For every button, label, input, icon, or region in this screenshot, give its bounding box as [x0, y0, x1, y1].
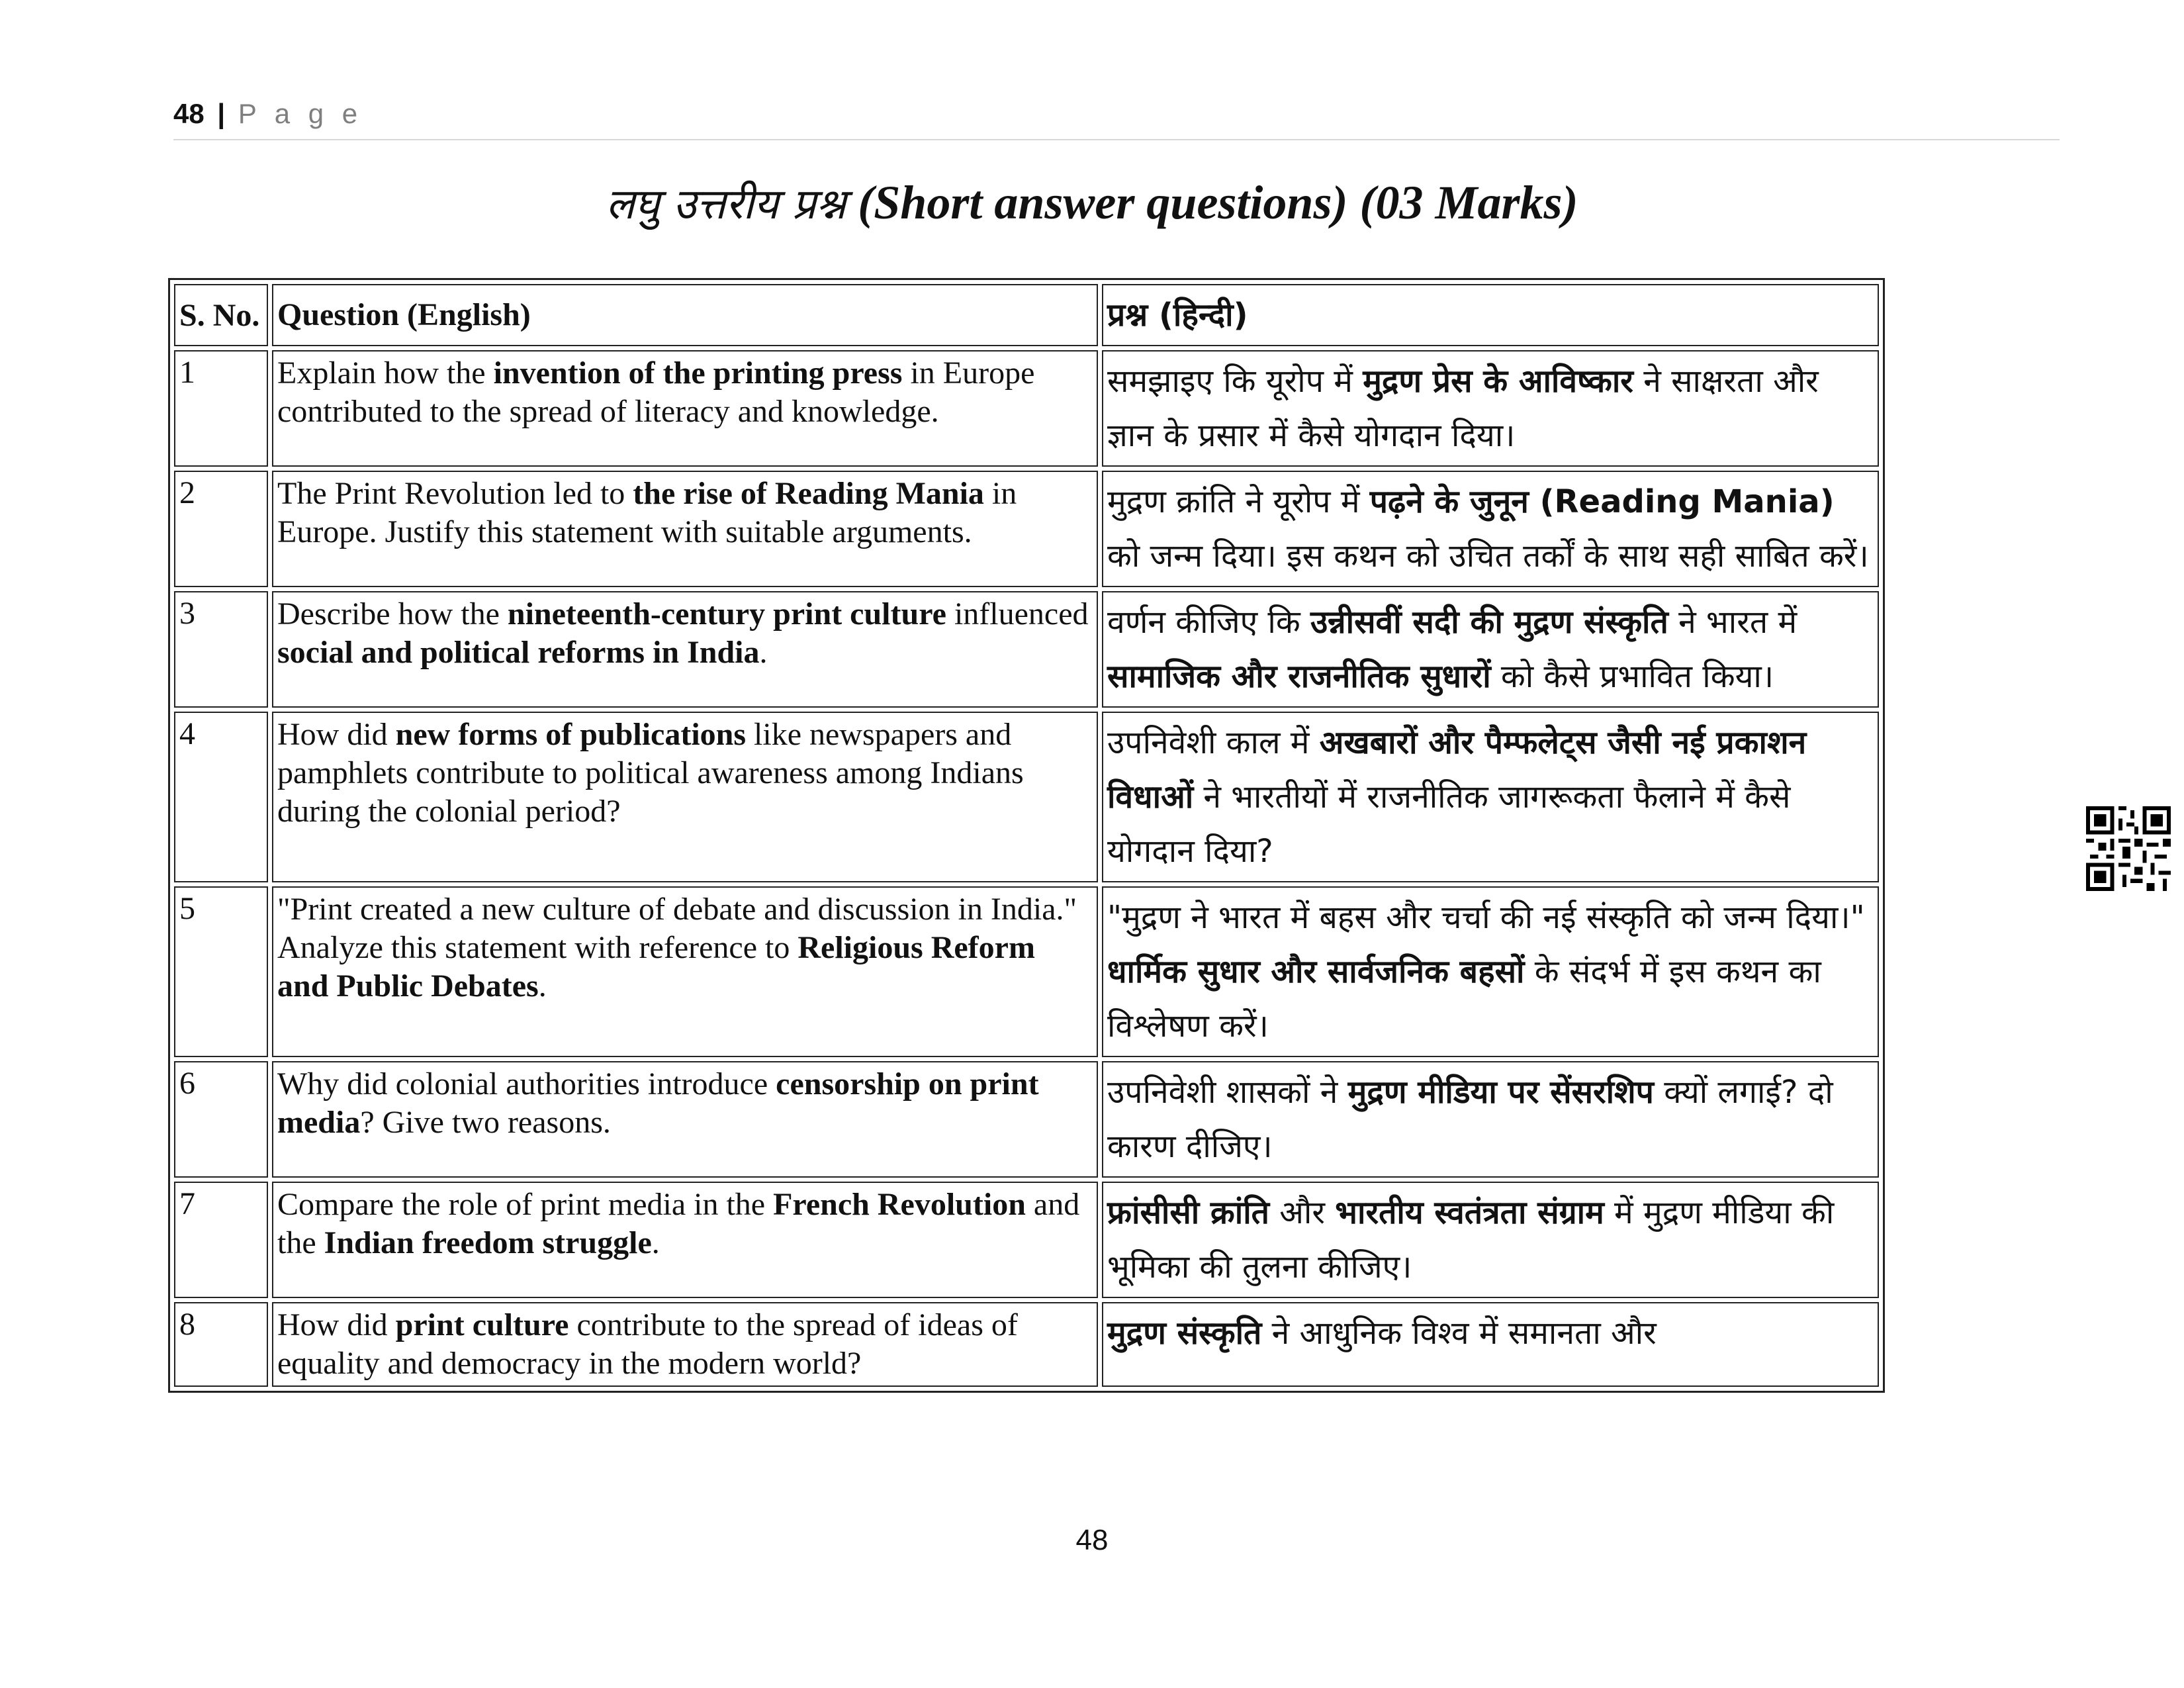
question-hindi: [1102, 350, 1879, 467]
text-segment: influenced: [946, 596, 1089, 632]
question-english: [272, 712, 1098, 882]
bold-phrase: censorship on print media: [277, 1066, 1039, 1140]
table-row: [174, 350, 1879, 467]
question-hindi: [1102, 471, 1879, 587]
bold-phrase: मुद्रण मीडिया पर सेंसरशिप: [1347, 1074, 1654, 1111]
bold-phrase: French Revolution: [773, 1187, 1026, 1222]
row-serial-number: 6: [174, 1061, 268, 1178]
table-row: [174, 591, 1879, 708]
table-row: [174, 886, 1879, 1057]
page-title: [0, 173, 2184, 231]
text-segment: "Print created a new culture of debate and discussion in India." Analyze this statement with reference to: [277, 892, 1077, 965]
bold-phrase: invention of the printing press: [493, 355, 903, 391]
bold-phrase: उन्नीसवीं सदी की मुद्रण संस्कृति: [1310, 604, 1668, 641]
header-separator: |: [217, 98, 226, 129]
bold-phrase: Indian freedom struggle: [324, 1225, 652, 1260]
table-header-row: [174, 284, 1879, 346]
row-serial-number: 5: [174, 886, 268, 1057]
bold-phrase: सामाजिक और राजनीतिक सुधारों: [1107, 658, 1491, 695]
bold-phrase: Religious Reform and Public Debates: [277, 930, 1035, 1004]
title-english: (Short answer questions) (03 Marks): [858, 176, 1578, 229]
bold-phrase: मुद्रण प्रेस के आविष्कार: [1363, 363, 1633, 400]
question-english: [272, 350, 1098, 467]
table-row: [174, 712, 1879, 882]
page-header: [173, 98, 2060, 140]
row-serial-number: 3: [174, 591, 268, 708]
text-segment: उपनिवेशी शासकों ने: [1107, 1074, 1348, 1111]
header-english: Question (English): [272, 284, 1098, 346]
text-segment: How did: [277, 717, 396, 752]
bold-phrase: social and political reforms in India: [277, 635, 760, 670]
text-segment: के संदर्भ में इस कथन का विश्लेषण करें।: [1107, 953, 1821, 1045]
bold-phrase: फ्रांसीसी क्रांति: [1107, 1194, 1269, 1231]
text-segment: Explain how the: [277, 355, 494, 391]
text-segment: Describe how the: [277, 596, 508, 632]
questions-table: [168, 278, 1885, 1393]
question-english: [272, 591, 1098, 708]
title-hindi: लघु उत्तरीय प्रश्न: [606, 180, 846, 229]
text-segment: को जन्म दिया। इस कथन को उचित तर्कों के साथ सही साबित करें।: [1107, 538, 1869, 575]
text-segment: .: [538, 968, 547, 1004]
header-page-number: 48: [173, 98, 205, 129]
text-segment: "मुद्रण ने भारत में बहस और चर्चा की नई संस्कृति को जन्म दिया।": [1107, 899, 1865, 936]
bold-phrase: nineteenth-century print culture: [507, 596, 946, 632]
header-sno: S. No.: [174, 284, 268, 346]
bold-phrase: the rise of Reading Mania: [633, 476, 984, 511]
text-segment: and the: [277, 1187, 1080, 1260]
text-segment: ने साक्षरता और ज्ञान के प्रसार में कैसे योगदान दिया।: [1107, 363, 1819, 454]
text-segment: .: [759, 635, 768, 670]
text-segment: मुद्रण क्रांति ने यूरोप में: [1107, 483, 1370, 520]
text-segment: contribute to the spread of ideas of equality and democracy in the modern world?: [277, 1307, 1018, 1381]
row-serial-number: 1: [174, 350, 268, 467]
text-segment: और: [1269, 1194, 1336, 1231]
text-segment: How did: [277, 1307, 396, 1342]
bold-phrase: धार्मिक सुधार और सार्वजनिक बहसों: [1107, 953, 1525, 990]
page-footer-number: 48: [1075, 1524, 1109, 1556]
question-english: [272, 471, 1098, 587]
text-segment: को कैसे प्रभावित किया।: [1490, 658, 1774, 695]
text-segment: Why did colonial authorities introduce: [277, 1066, 776, 1102]
text-segment: समझाइए कि यूरोप में: [1107, 363, 1363, 400]
text-segment: उपनिवेशी काल में: [1107, 724, 1320, 761]
text-segment: वर्णन कीजिए कि: [1107, 604, 1310, 641]
row-serial-number: 2: [174, 471, 268, 587]
row-serial-number: 4: [174, 712, 268, 882]
table-row: [174, 1182, 1879, 1298]
bold-phrase: new forms of publications: [395, 717, 747, 752]
text-segment: in Europe. Justify this statement with suitable arguments.: [277, 476, 1017, 549]
table-row: [174, 1302, 1879, 1387]
question-hindi: [1102, 1061, 1879, 1178]
question-hindi: [1102, 1302, 1879, 1387]
text-segment: क्यों लगाई? दो कारण दीजिए।: [1107, 1074, 1833, 1165]
bold-phrase: print culture: [395, 1307, 569, 1342]
bold-phrase: अखबारों और पैम्फलेट्स जैसी नई प्रकाशन विधाओं: [1107, 724, 1807, 816]
text-segment: में मुद्रण मीडिया की भूमिका की तुलना कीजिए।: [1107, 1194, 1835, 1286]
header-hindi: प्रश्न (हिन्दी): [1102, 284, 1879, 346]
table-row: [174, 1061, 1879, 1178]
text-segment: ने भारत में: [1668, 604, 1797, 641]
row-serial-number: 7: [174, 1182, 268, 1298]
row-serial-number: 8: [174, 1302, 268, 1387]
question-english: [272, 886, 1098, 1057]
text-segment: ने भारतीयों में राजनीतिक जागरूकता फैलाने में कैसे योगदान दिया?: [1107, 778, 1791, 870]
question-hindi: [1102, 712, 1879, 882]
text-segment: ? Give two reasons.: [360, 1105, 611, 1140]
bold-phrase: भारतीय स्वतंत्रता संग्राम: [1335, 1194, 1604, 1231]
question-hindi: [1102, 591, 1879, 708]
text-segment: Compare the role of print media in the: [277, 1187, 774, 1222]
text-segment: .: [651, 1225, 660, 1260]
text-segment: The Print Revolution led to: [277, 476, 633, 511]
header-page-label: P a g e: [238, 98, 363, 129]
table-row: [174, 471, 1879, 587]
question-hindi: [1102, 886, 1879, 1057]
text-segment: in Europe contributed to the spread of literacy and knowledge.: [277, 355, 1035, 429]
text-segment: ने आधुनिक विश्व में समानता और: [1261, 1315, 1657, 1352]
question-english: [272, 1302, 1098, 1387]
question-hindi: [1102, 1182, 1879, 1298]
bold-phrase: पढ़ने के जुनून (Reading Mania): [1369, 483, 1835, 520]
question-english: [272, 1182, 1098, 1298]
question-english: [272, 1061, 1098, 1178]
qr-code-icon: [2086, 806, 2171, 891]
text-segment: like newspapers and pamphlets contribute to political awareness among Indians during the colonial period?: [277, 717, 1024, 829]
bold-phrase: मुद्रण संस्कृति: [1107, 1315, 1262, 1352]
